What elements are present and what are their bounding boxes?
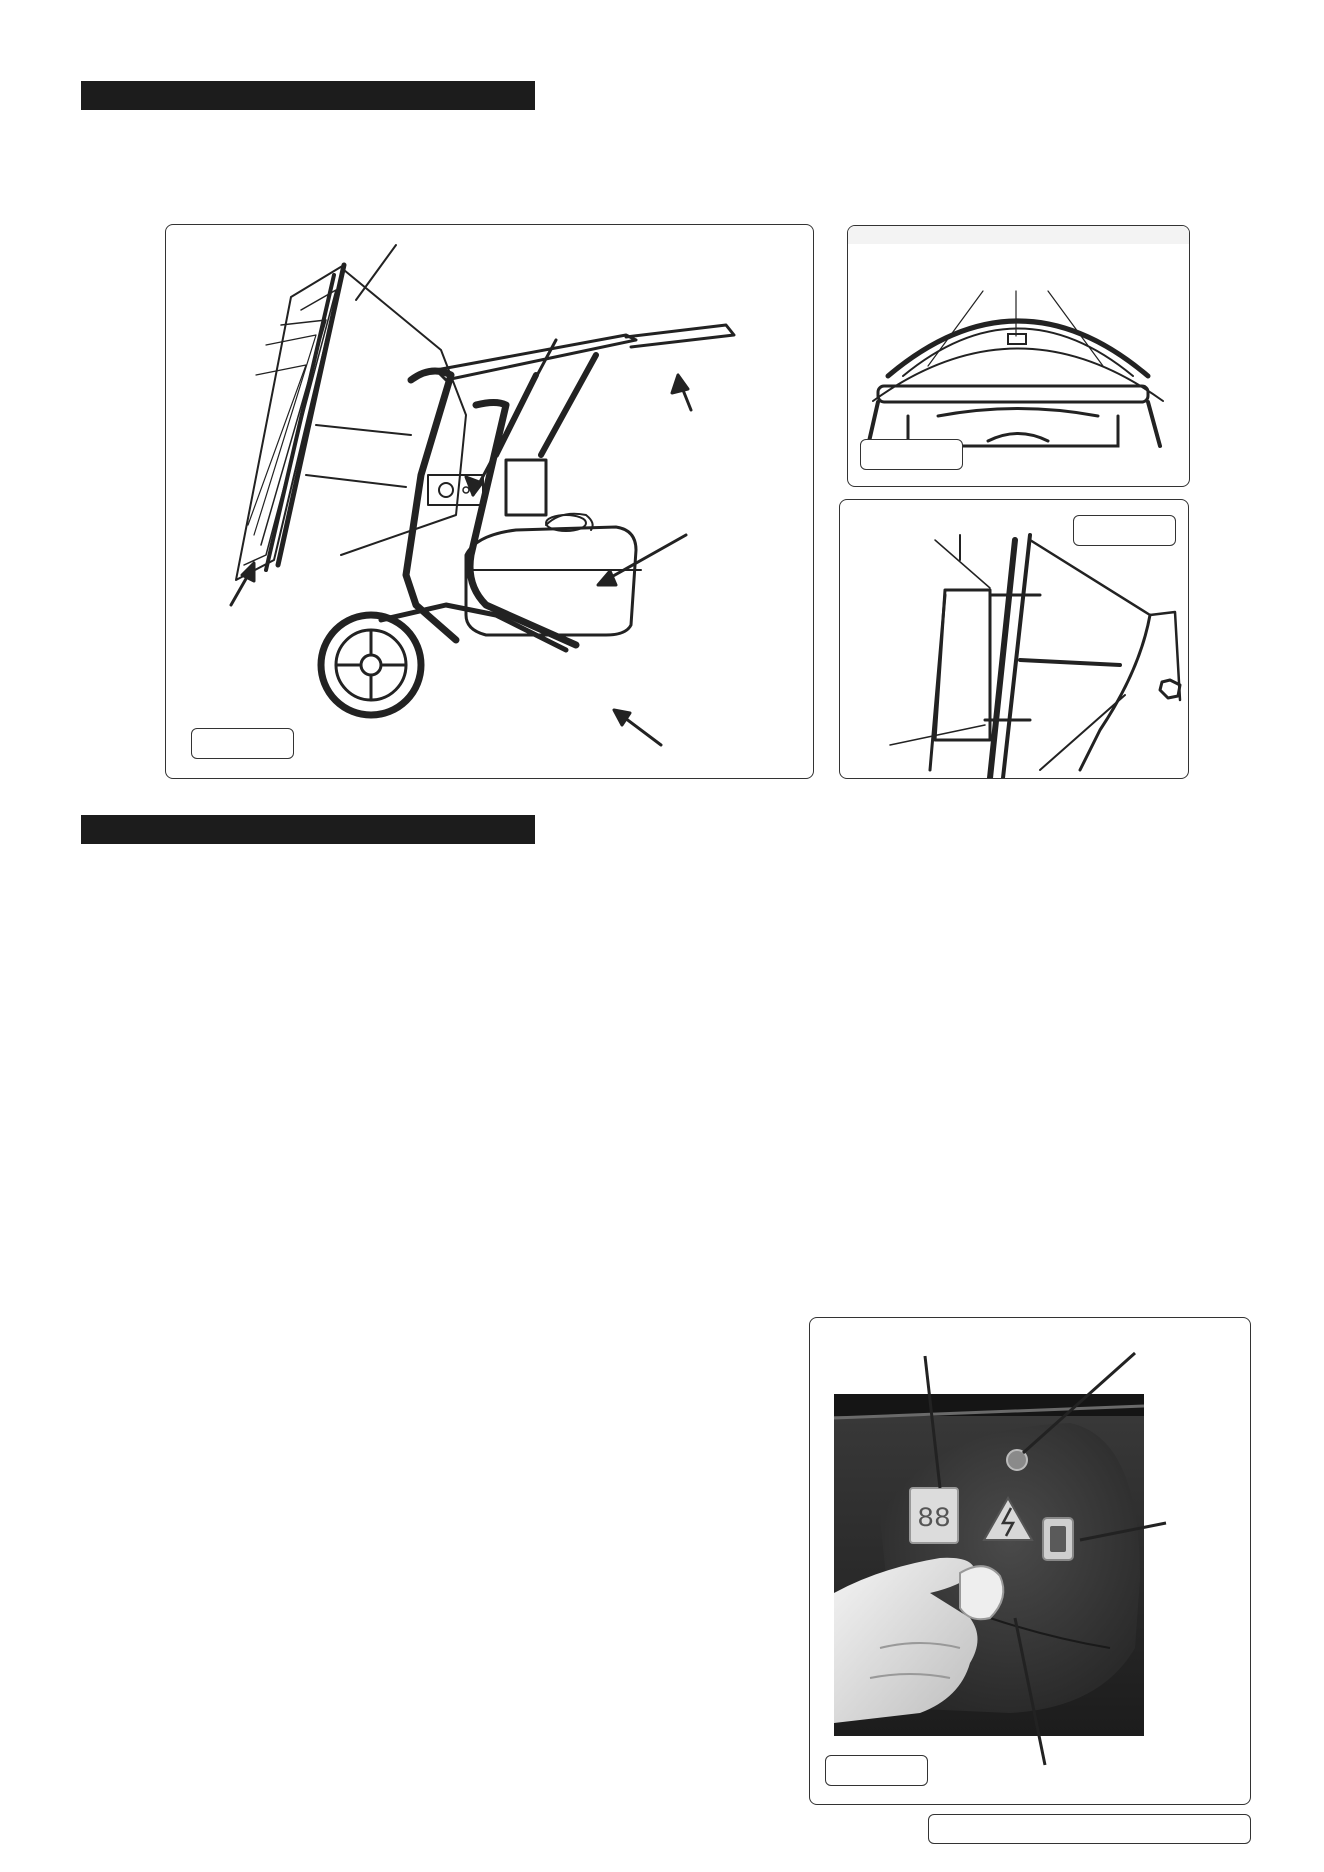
- figure-tag-control-panel: [825, 1755, 928, 1786]
- figure-tag-guard-side: [1073, 515, 1176, 546]
- control-panel-photo: [810, 1318, 1250, 1804]
- heater-side-view-drawing: [166, 225, 813, 778]
- section-2-heading-bar: [81, 815, 535, 844]
- control-panel-figure: [809, 1317, 1251, 1805]
- section-1-heading: [81, 85, 91, 105]
- svg-text:88: 88: [917, 1504, 951, 1535]
- section-1-heading-bar: [81, 81, 535, 110]
- guard-side-view-figure: [839, 499, 1189, 779]
- heater-side-view-figure: [165, 224, 814, 779]
- figure-tag-heater-side: [191, 728, 294, 759]
- figure-tag-guard-top: [860, 439, 963, 470]
- section-2-heading: [81, 819, 91, 839]
- guard-top-view-figure: [847, 225, 1190, 487]
- footer-box: [928, 1814, 1251, 1844]
